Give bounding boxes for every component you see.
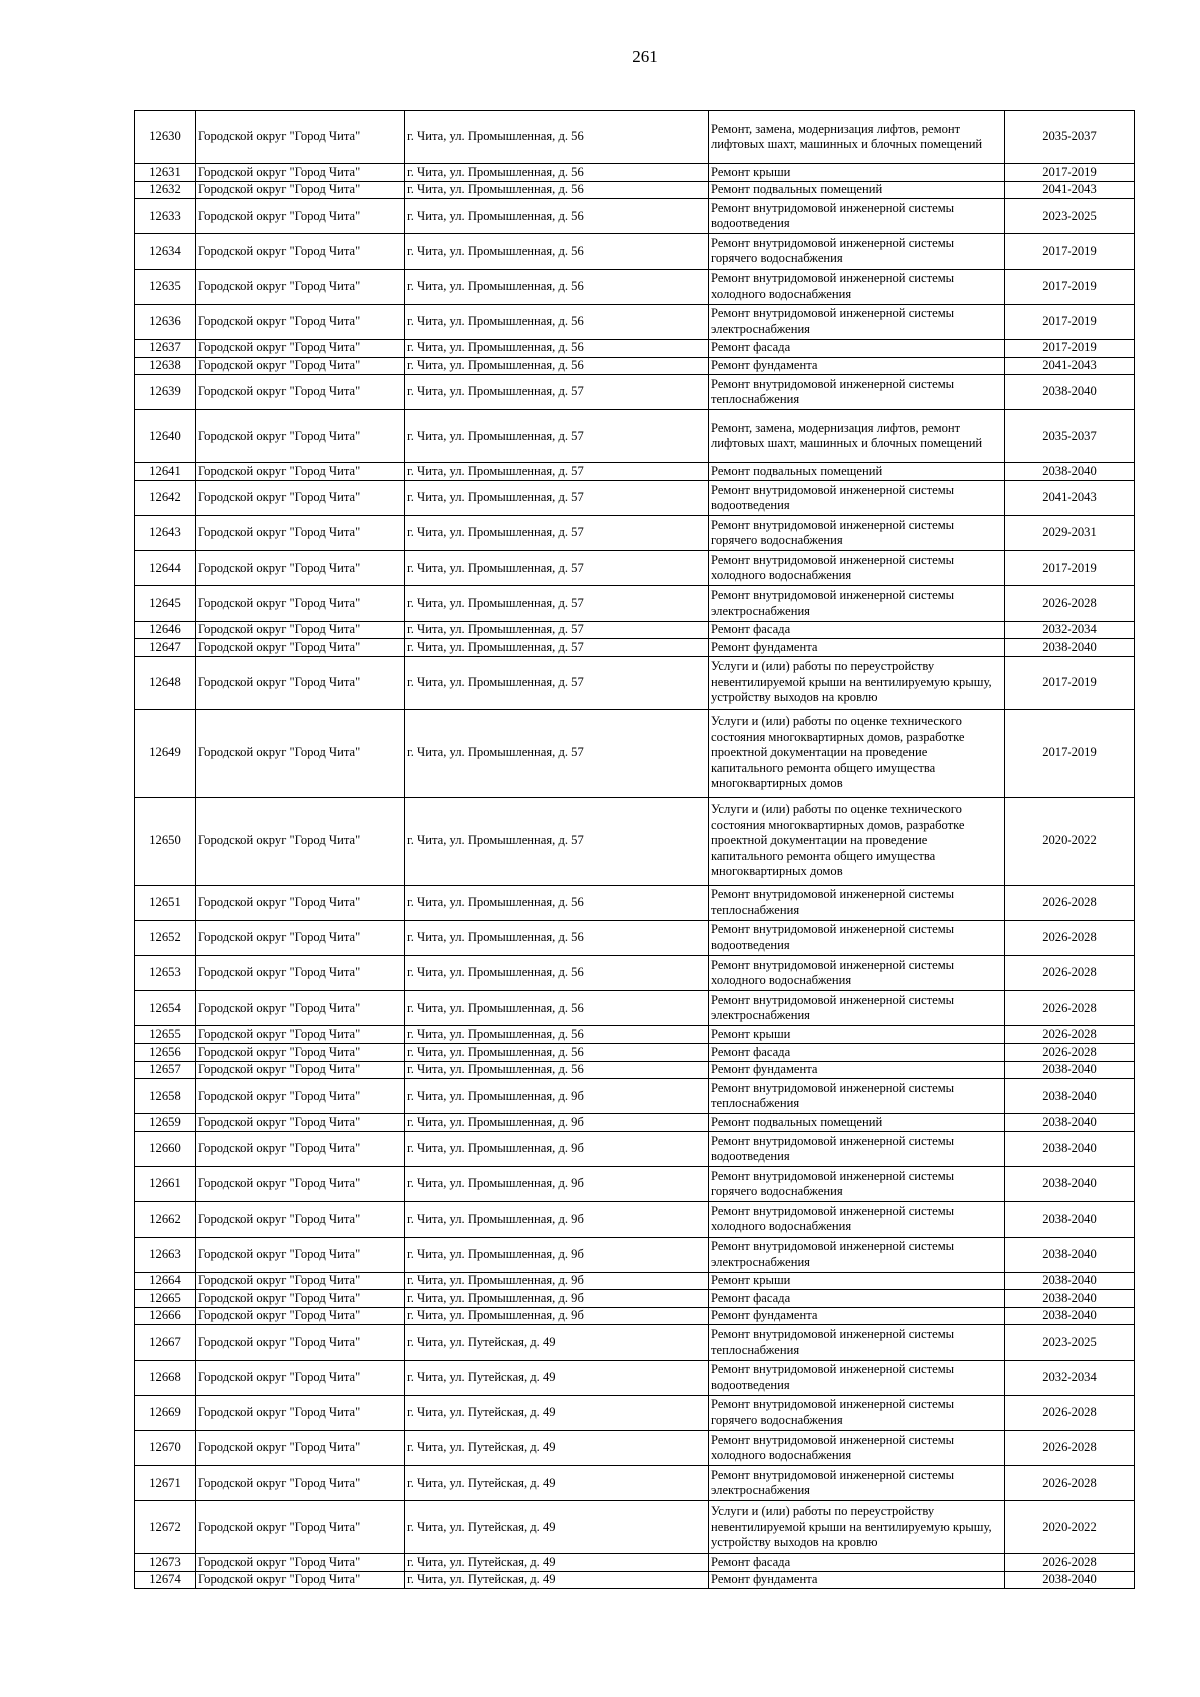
work-type-cell: Ремонт внутридомовой инженерной системы горячего водоснабжения [709,1167,1005,1202]
work-type-cell: Ремонт внутридомовой инженерной системы горячего водоснабжения [709,234,1005,269]
municipality-cell: Городской округ "Город Чита" [196,1466,405,1501]
table-row [135,1114,1135,1132]
address-cell: г. Чита, ул. Промышленная, д. 9б [405,1272,709,1290]
address-cell: г. Чита, ул. Промышленная, д. 56 [405,234,709,269]
row-id-cell: 12638 [135,357,196,375]
row-id-cell: 12656 [135,1043,196,1061]
row-id-cell: 12672 [135,1501,196,1554]
row-id-cell: 12635 [135,269,196,304]
work-type-cell: Ремонт внутридомовой инженерной системы теплоснабжения [709,885,1005,920]
table-row [135,956,1135,991]
municipality-cell: Городской округ "Город Чита" [196,709,405,797]
work-type-cell: Услуги и (или) работы по оценке технического состояния многоквартирных домов, разработке проектной документации на проведение капитального ремонта общего имущества многоквартирных домов [709,797,1005,885]
address-cell: г. Чита, ул. Промышленная, д. 57 [405,586,709,621]
work-type-cell: Ремонт фундамента [709,1307,1005,1325]
row-id-cell: 12633 [135,199,196,234]
work-type-cell: Ремонт крыши [709,164,1005,182]
address-cell: г. Чита, ул. Промышленная, д. 56 [405,269,709,304]
work-type-cell: Ремонт внутридомовой инженерной системы холодного водоснабжения [709,956,1005,991]
table-row [135,357,1135,375]
address-cell: г. Чита, ул. Промышленная, д. 57 [405,639,709,657]
address-cell: г. Чита, ул. Промышленная, д. 9б [405,1202,709,1237]
address-cell: г. Чита, ул. Промышленная, д. 57 [405,551,709,586]
work-type-cell: Ремонт внутридомовой инженерной системы холодного водоснабжения [709,551,1005,586]
row-id-cell: 12640 [135,410,196,463]
municipality-cell: Городской округ "Город Чита" [196,1501,405,1554]
municipality-cell: Городской округ "Город Чита" [196,920,405,955]
row-id-cell: 12670 [135,1431,196,1466]
work-type-cell: Ремонт внутридомовой инженерной системы электроснабжения [709,1466,1005,1501]
address-cell: г. Чита, ул. Промышленная, д. 56 [405,1061,709,1079]
address-cell: г. Чита, ул. Промышленная, д. 57 [405,516,709,551]
municipality-cell: Городской округ "Город Чита" [196,463,405,481]
table-row [135,1571,1135,1589]
row-id-cell: 12659 [135,1114,196,1132]
work-type-cell: Ремонт внутридомовой инженерной системы холодного водоснабжения [709,1202,1005,1237]
municipality-cell: Городской округ "Город Чита" [196,339,405,357]
address-cell: г. Чита, ул. Промышленная, д. 56 [405,111,709,164]
municipality-cell: Городской округ "Город Чита" [196,551,405,586]
row-id-cell: 12651 [135,885,196,920]
period-cell: 2017-2019 [1005,551,1135,586]
work-type-cell: Ремонт крыши [709,1026,1005,1044]
address-cell: г. Чита, ул. Путейская, д. 49 [405,1554,709,1572]
row-id-cell: 12642 [135,480,196,515]
row-id-cell: 12658 [135,1079,196,1114]
work-type-cell: Услуги и (или) работы по оценке технического состояния многоквартирных домов, разработке проектной документации на проведение капитального ремонта общего имущества многоквартирных домов [709,709,1005,797]
table-row [135,621,1135,639]
work-type-cell: Ремонт внутридомовой инженерной системы горячего водоснабжения [709,516,1005,551]
row-id-cell: 12637 [135,339,196,357]
row-id-cell: 12634 [135,234,196,269]
work-type-cell: Ремонт внутридомовой инженерной системы электроснабжения [709,1237,1005,1272]
table-row [135,1272,1135,1290]
address-cell: г. Чита, ул. Промышленная, д. 56 [405,920,709,955]
work-type-cell: Ремонт внутридомовой инженерной системы теплоснабжения [709,375,1005,410]
row-id-cell: 12661 [135,1167,196,1202]
municipality-cell: Городской округ "Город Чита" [196,269,405,304]
municipality-cell: Городской округ "Город Чита" [196,1202,405,1237]
table-row [135,516,1135,551]
table-row [135,269,1135,304]
address-cell: г. Чита, ул. Промышленная, д. 57 [405,463,709,481]
period-cell: 2038-2040 [1005,1307,1135,1325]
row-id-cell: 12663 [135,1237,196,1272]
row-id-cell: 12650 [135,797,196,885]
municipality-cell: Городской округ "Город Чита" [196,480,405,515]
period-cell: 2017-2019 [1005,709,1135,797]
row-id-cell: 12641 [135,463,196,481]
table-row [135,551,1135,586]
period-cell: 2041-2043 [1005,181,1135,199]
address-cell: г. Чита, ул. Промышленная, д. 9б [405,1079,709,1114]
work-type-cell: Ремонт внутридомовой инженерной системы горячего водоснабжения [709,1395,1005,1430]
work-type-cell: Ремонт подвальных помещений [709,463,1005,481]
work-type-cell: Ремонт, замена, модернизация лифтов, ремонт лифтовых шахт, машинных и блочных помещений [709,111,1005,164]
table-row [135,1501,1135,1554]
work-type-cell: Ремонт внутридомовой инженерной системы холодного водоснабжения [709,1431,1005,1466]
work-type-cell: Ремонт фундамента [709,357,1005,375]
address-cell: г. Чита, ул. Промышленная, д. 56 [405,339,709,357]
table-row [135,797,1135,885]
municipality-cell: Городской округ "Город Чита" [196,1131,405,1166]
period-cell: 2038-2040 [1005,1167,1135,1202]
address-cell: г. Чита, ул. Промышленная, д. 56 [405,357,709,375]
work-type-cell: Ремонт внутридомовой инженерной системы теплоснабжения [709,1079,1005,1114]
table-row [135,1167,1135,1202]
repair-schedule-table [134,110,1135,1589]
table-row [135,1043,1135,1061]
municipality-cell: Городской округ "Город Чита" [196,1290,405,1308]
municipality-cell: Городской округ "Город Чита" [196,164,405,182]
period-cell: 2026-2028 [1005,1026,1135,1044]
table-row [135,1554,1135,1572]
period-cell: 2020-2022 [1005,1501,1135,1554]
period-cell: 2038-2040 [1005,639,1135,657]
municipality-cell: Городской округ "Город Чита" [196,1237,405,1272]
table-row [135,463,1135,481]
municipality-cell: Городской округ "Город Чита" [196,111,405,164]
row-id-cell: 12666 [135,1307,196,1325]
work-type-cell: Ремонт внутридомовой инженерной системы водоотведения [709,920,1005,955]
work-type-cell: Ремонт внутридомовой инженерной системы холодного водоснабжения [709,269,1005,304]
table-row [135,1202,1135,1237]
municipality-cell: Городской округ "Город Чита" [196,181,405,199]
work-type-cell: Ремонт фасада [709,1043,1005,1061]
municipality-cell: Городской округ "Город Чита" [196,1026,405,1044]
work-type-cell: Ремонт фундамента [709,639,1005,657]
row-id-cell: 12649 [135,709,196,797]
period-cell: 2026-2028 [1005,991,1135,1026]
work-type-cell: Ремонт фасада [709,1554,1005,1572]
municipality-cell: Городской округ "Город Чита" [196,1325,405,1360]
row-id-cell: 12631 [135,164,196,182]
period-cell: 2038-2040 [1005,1272,1135,1290]
municipality-cell: Городской округ "Город Чита" [196,1431,405,1466]
address-cell: г. Чита, ул. Промышленная, д. 9б [405,1307,709,1325]
period-cell: 2038-2040 [1005,1202,1135,1237]
table-row [135,304,1135,339]
work-type-cell: Ремонт, замена, модернизация лифтов, ремонт лифтовых шахт, машинных и блочных помещений [709,410,1005,463]
municipality-cell: Городской округ "Город Чита" [196,1360,405,1395]
municipality-cell: Городской округ "Город Чита" [196,621,405,639]
municipality-cell: Городской округ "Город Чита" [196,357,405,375]
work-type-cell: Ремонт фундамента [709,1571,1005,1589]
municipality-cell: Городской округ "Город Чита" [196,1395,405,1430]
period-cell: 2026-2028 [1005,1466,1135,1501]
row-id-cell: 12655 [135,1026,196,1044]
period-cell: 2026-2028 [1005,956,1135,991]
row-id-cell: 12667 [135,1325,196,1360]
period-cell: 2038-2040 [1005,1237,1135,1272]
period-cell: 2038-2040 [1005,1061,1135,1079]
table-row [135,199,1135,234]
address-cell: г. Чита, ул. Промышленная, д. 9б [405,1114,709,1132]
address-cell: г. Чита, ул. Промышленная, д. 57 [405,709,709,797]
table-row [135,1307,1135,1325]
municipality-cell: Городской округ "Город Чита" [196,304,405,339]
table-row [135,586,1135,621]
period-cell: 2017-2019 [1005,164,1135,182]
table-row [135,1395,1135,1430]
work-type-cell: Ремонт внутридомовой инженерной системы водоотведения [709,199,1005,234]
address-cell: г. Чита, ул. Путейская, д. 49 [405,1325,709,1360]
municipality-cell: Городской округ "Город Чита" [196,375,405,410]
table-row [135,480,1135,515]
address-cell: г. Чита, ул. Путейская, д. 49 [405,1395,709,1430]
municipality-cell: Городской округ "Город Чита" [196,1571,405,1589]
work-type-cell: Ремонт подвальных помещений [709,181,1005,199]
municipality-cell: Городской округ "Город Чита" [196,656,405,709]
municipality-cell: Городской округ "Город Чита" [196,885,405,920]
municipality-cell: Городской округ "Город Чита" [196,199,405,234]
address-cell: г. Чита, ул. Промышленная, д. 57 [405,480,709,515]
row-id-cell: 12636 [135,304,196,339]
period-cell: 2038-2040 [1005,1290,1135,1308]
address-cell: г. Чита, ул. Промышленная, д. 9б [405,1131,709,1166]
table-row [135,234,1135,269]
address-cell: г. Чита, ул. Промышленная, д. 56 [405,181,709,199]
row-id-cell: 12653 [135,956,196,991]
address-cell: г. Чита, ул. Промышленная, д. 56 [405,956,709,991]
period-cell: 2017-2019 [1005,304,1135,339]
address-cell: г. Чита, ул. Промышленная, д. 9б [405,1237,709,1272]
table-row [135,991,1135,1026]
row-id-cell: 12646 [135,621,196,639]
table-row [135,1325,1135,1360]
work-type-cell: Ремонт фасада [709,621,1005,639]
municipality-cell: Городской округ "Город Чита" [196,234,405,269]
row-id-cell: 12660 [135,1131,196,1166]
row-id-cell: 12669 [135,1395,196,1430]
row-id-cell: 12665 [135,1290,196,1308]
address-cell: г. Чита, ул. Путейская, д. 49 [405,1360,709,1395]
address-cell: г. Чита, ул. Промышленная, д. 56 [405,1043,709,1061]
period-cell: 2038-2040 [1005,1114,1135,1132]
work-type-cell: Ремонт внутридомовой инженерной системы электроснабжения [709,991,1005,1026]
table-row [135,920,1135,955]
municipality-cell: Городской округ "Город Чита" [196,410,405,463]
period-cell: 2038-2040 [1005,1571,1135,1589]
address-cell: г. Чита, ул. Промышленная, д. 57 [405,656,709,709]
period-cell: 2041-2043 [1005,357,1135,375]
work-type-cell: Ремонт внутридомовой инженерной системы водоотведения [709,1360,1005,1395]
table-row [135,1079,1135,1114]
table-row [135,1466,1135,1501]
address-cell: г. Чита, ул. Путейская, д. 49 [405,1431,709,1466]
table-row [135,885,1135,920]
period-cell: 2023-2025 [1005,199,1135,234]
row-id-cell: 12647 [135,639,196,657]
work-type-cell: Ремонт крыши [709,1272,1005,1290]
period-cell: 2035-2037 [1005,111,1135,164]
period-cell: 2035-2037 [1005,410,1135,463]
row-id-cell: 12671 [135,1466,196,1501]
table-row [135,1026,1135,1044]
period-cell: 2041-2043 [1005,480,1135,515]
period-cell: 2026-2028 [1005,1431,1135,1466]
work-type-cell: Ремонт фасада [709,1290,1005,1308]
row-id-cell: 12654 [135,991,196,1026]
table-row [135,164,1135,182]
period-cell: 2026-2028 [1005,885,1135,920]
period-cell: 2038-2040 [1005,1131,1135,1166]
period-cell: 2038-2040 [1005,1079,1135,1114]
municipality-cell: Городской округ "Город Чита" [196,991,405,1026]
work-type-cell: Услуги и (или) работы по переустройству невентилируемой крыши на вентилируемую крышу, устройству выходов на кровлю [709,656,1005,709]
row-id-cell: 12643 [135,516,196,551]
address-cell: г. Чита, ул. Путейская, д. 49 [405,1571,709,1589]
period-cell: 2038-2040 [1005,375,1135,410]
municipality-cell: Городской округ "Город Чита" [196,1167,405,1202]
period-cell: 2020-2022 [1005,797,1135,885]
address-cell: г. Чита, ул. Промышленная, д. 9б [405,1290,709,1308]
table-row [135,1131,1135,1166]
row-id-cell: 12673 [135,1554,196,1572]
address-cell: г. Чита, ул. Промышленная, д. 56 [405,199,709,234]
work-type-cell: Ремонт внутридомовой инженерной системы электроснабжения [709,586,1005,621]
period-cell: 2017-2019 [1005,269,1135,304]
period-cell: 2038-2040 [1005,463,1135,481]
period-cell: 2032-2034 [1005,621,1135,639]
municipality-cell: Городской округ "Город Чита" [196,1079,405,1114]
period-cell: 2029-2031 [1005,516,1135,551]
work-type-cell: Ремонт внутридомовой инженерной системы электроснабжения [709,304,1005,339]
table-row [135,709,1135,797]
table-row [135,1290,1135,1308]
table-body [135,111,1135,1589]
work-type-cell: Ремонт подвальных помещений [709,1114,1005,1132]
municipality-cell: Городской округ "Город Чита" [196,956,405,991]
period-cell: 2017-2019 [1005,656,1135,709]
work-type-cell: Услуги и (или) работы по переустройству невентилируемой крыши на вентилируемую крышу, устройству выходов на кровлю [709,1501,1005,1554]
municipality-cell: Городской округ "Город Чита" [196,1307,405,1325]
address-cell: г. Чита, ул. Промышленная, д. 56 [405,885,709,920]
period-cell: 2023-2025 [1005,1325,1135,1360]
work-type-cell: Ремонт внутридомовой инженерной системы теплоснабжения [709,1325,1005,1360]
period-cell: 2026-2028 [1005,1395,1135,1430]
page-number: 261 [632,47,658,66]
period-cell: 2026-2028 [1005,586,1135,621]
table-row [135,656,1135,709]
table-row [135,339,1135,357]
municipality-cell: Городской округ "Город Чита" [196,586,405,621]
row-id-cell: 12648 [135,656,196,709]
table-row [135,375,1135,410]
municipality-cell: Городской округ "Город Чита" [196,1061,405,1079]
address-cell: г. Чита, ул. Путейская, д. 49 [405,1466,709,1501]
table-row [135,111,1135,164]
row-id-cell: 12662 [135,1202,196,1237]
work-type-cell: Ремонт внутридомовой инженерной системы водоотведения [709,1131,1005,1166]
table-row [135,1431,1135,1466]
period-cell: 2026-2028 [1005,1043,1135,1061]
table-row [135,1360,1135,1395]
row-id-cell: 12668 [135,1360,196,1395]
work-type-cell: Ремонт фундамента [709,1061,1005,1079]
table-row [135,181,1135,199]
municipality-cell: Городской округ "Город Чита" [196,1554,405,1572]
table-row [135,1061,1135,1079]
work-type-cell: Ремонт фасада [709,339,1005,357]
address-cell: г. Чита, ул. Промышленная, д. 57 [405,621,709,639]
address-cell: г. Чита, ул. Промышленная, д. 56 [405,991,709,1026]
address-cell: г. Чита, ул. Промышленная, д. 57 [405,797,709,885]
row-id-cell: 12674 [135,1571,196,1589]
address-cell: г. Чита, ул. Промышленная, д. 57 [405,375,709,410]
address-cell: г. Чита, ул. Путейская, д. 49 [405,1501,709,1554]
address-cell: г. Чита, ул. Промышленная, д. 56 [405,1026,709,1044]
municipality-cell: Городской округ "Город Чита" [196,1114,405,1132]
municipality-cell: Городской округ "Город Чита" [196,797,405,885]
period-cell: 2026-2028 [1005,1554,1135,1572]
row-id-cell: 12657 [135,1061,196,1079]
period-cell: 2017-2019 [1005,339,1135,357]
municipality-cell: Городской округ "Город Чита" [196,1272,405,1290]
address-cell: г. Чита, ул. Промышленная, д. 9б [405,1167,709,1202]
period-cell: 2032-2034 [1005,1360,1135,1395]
address-cell: г. Чита, ул. Промышленная, д. 57 [405,410,709,463]
address-cell: г. Чита, ул. Промышленная, д. 56 [405,304,709,339]
municipality-cell: Городской округ "Город Чита" [196,639,405,657]
row-id-cell: 12630 [135,111,196,164]
period-cell: 2017-2019 [1005,234,1135,269]
table-row [135,639,1135,657]
row-id-cell: 12664 [135,1272,196,1290]
row-id-cell: 12645 [135,586,196,621]
work-type-cell: Ремонт внутридомовой инженерной системы водоотведения [709,480,1005,515]
municipality-cell: Городской округ "Город Чита" [196,516,405,551]
table-row [135,1237,1135,1272]
row-id-cell: 12639 [135,375,196,410]
table-row [135,410,1135,463]
address-cell: г. Чита, ул. Промышленная, д. 56 [405,164,709,182]
row-id-cell: 12644 [135,551,196,586]
row-id-cell: 12652 [135,920,196,955]
row-id-cell: 12632 [135,181,196,199]
period-cell: 2026-2028 [1005,920,1135,955]
municipality-cell: Городской округ "Город Чита" [196,1043,405,1061]
